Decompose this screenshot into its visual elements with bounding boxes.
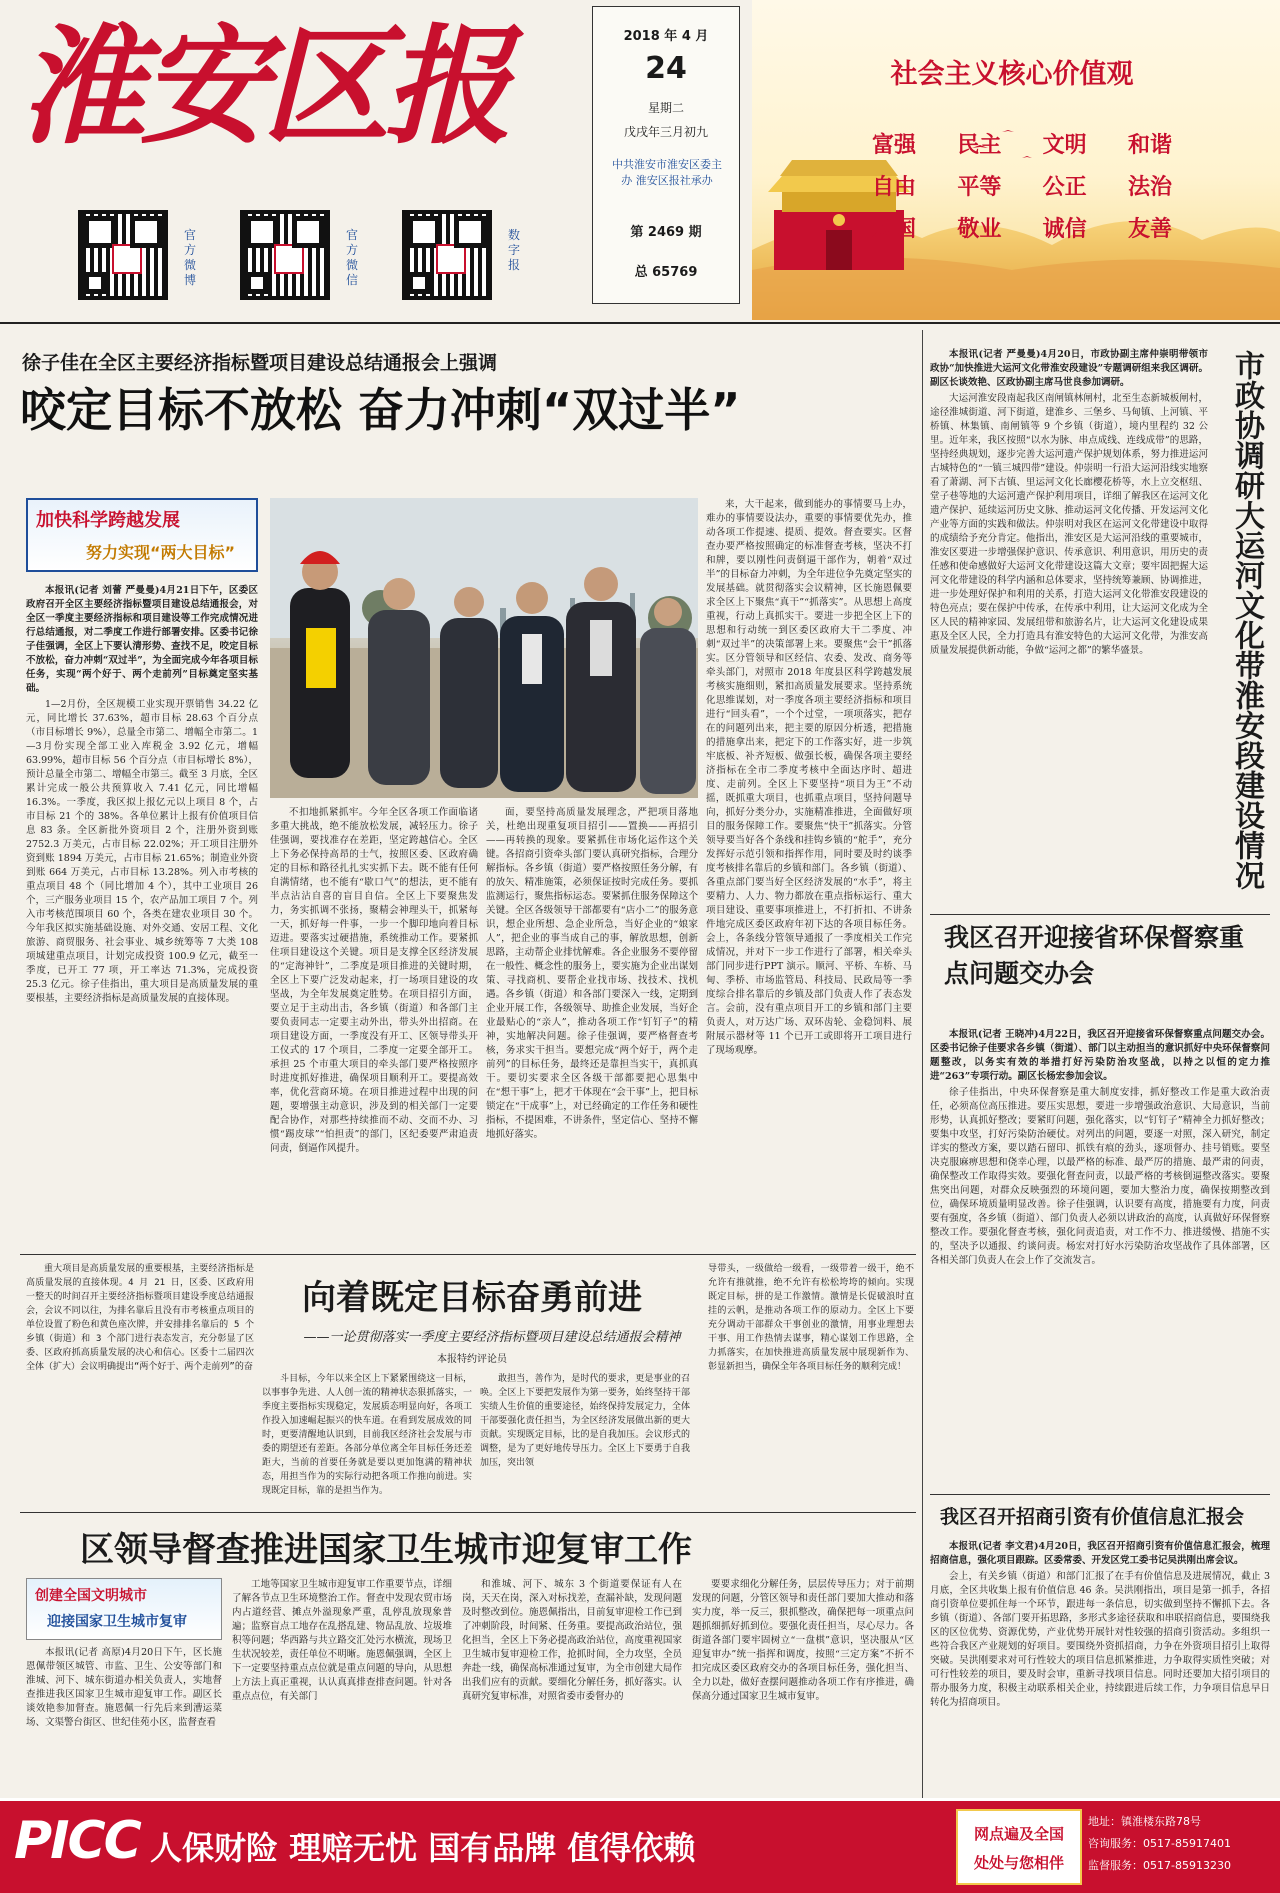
canal-column (930, 348, 1208, 908)
picc-logo: PICC (14, 1811, 140, 1871)
commentary-byline: 本报特约评论员 (437, 1354, 507, 1365)
core-value: 和谐 (1127, 133, 1172, 158)
picc-phone2[interactable]: 0517-85913230 (1143, 1859, 1231, 1872)
canal-byline: 本报讯(记者 严曼曼)4月20日，市政协副主席仲崇明带领市政协“加快推进大运河文化带淮安段建设”专题调研组来我区调研。副区长谈效艳、区政协副主席马世良参加调研。 (930, 349, 1208, 388)
core-value: 自由 (872, 175, 917, 200)
qr-label-wechat: 官方微信 (346, 228, 359, 287)
qr-label-epaper: 数字报 (508, 228, 521, 272)
picc-phone-row (1088, 1855, 1276, 1877)
core-value: 爱国 (872, 217, 917, 242)
lead-byline: 本报讯(记者 刘蕾 严曼曼)4月21日下午，区委区政府召开全区主要经济指标暨项目建设总结通报会，对全区一季度主要经济指标和项目建设等工作完成情况进行总结通报，对二季度工作进行部署安排。区委书记徐子佳强调，全区上下要认清形势、查找不足，咬定目标不放松，奋力冲刺“双过半”，为全面完成今年各项目标任务，实现“两个好于、两个走前列”目标奠定坚实基础。 (26, 585, 258, 694)
picc-slogan: 人保财险 理赔无忧 国有品牌 值得依赖 (150, 1829, 696, 1867)
total-number: 总 65769 (634, 265, 698, 280)
date-year-month: 2018 年 4 月 (623, 29, 709, 44)
masthead (0, 0, 1280, 305)
picc-network-line-2: 处处与您相伴 (973, 1854, 1064, 1872)
invest-byline: 本报讯(记者 李文君)4月20日，我区召开招商引资有价值信息汇报会，梳理招商信息，强化项目跟踪。区委常委、开发区党工委书记吴洪刚出席会议。 (930, 1541, 1270, 1566)
picc-phone2-label: 监督服务： (1088, 1859, 1143, 1872)
lead-kicker: 徐子佳在全区主要经济指标暨项目建设总结通报会上强调 (22, 352, 498, 374)
lead-column-4: 来，大干起来，做到能办的事情要马上办，难办的事情要设法办，重要的事情要优先办，推动各项工作提速、提质、提效。督查要实。区督查办要严格按照确定的标准督查考核，坚决不打和牌，要以刚性问责倒逼干部作为，朝着“双过半”的目标奋力冲刺，为全年进位争先奠定坚实的发展基础。就贯彻落实会议精神，区长施恩佩要求全区上下聚焦“真干”“抓落实”。从思想上高度重视，行动上真抓实干。要进一步把全区上下的思想和行动统一到区委区政府大干二季度、冲刺“双过半”的决策部署上来。要聚焦“会干”抓落实。区分管领导和区经信、农委、发改、商务等牵头部门，对照市 2018 年度县区科学跨越发展考核实施细则，紧扣高质量发展要求。坚持系统化思维谋划，对一季度各项主要经济指标和项目进行“回头看”，一个个过堂，一项项落实，把存在的问题列出来，把主要的原因分析透，把措施的措施拿出来，把定下的工作落实好，进一步筑牢底板、补齐短板、做强长板，确保各项主要经济指标在全市二季度考核中全面达序时、超进度、走前列。全区上下要坚持“项目为王”不动摇，既抓重大项目，也抓重点项目，坚持问题导向，抓好分类分办，实施精准推进，全面做好项目的服务保障工作。要聚焦“快干”抓落实。分管领导要当好各个条线和挂钩乡镇的“舵手”，充分发挥好示范引领和指挥作用，同时要及时约谈季度考核排名靠后的乡镇和部门。各乡镇（街道）、各重点部门要当好全区经济发展的“水手”，将主要精力、人力、物力都放在重点指标运行、重大项目建设、重要事项推进上，不打折扣、不讲条件地完成区委区政府年初下达的各项目标任务。会上，各条线分管领导通报了一季度相关工作完成情况，并对下一步工作进行了部署，相关牵头部门同步进行PPT 演示。顺河、平桥、车桥、马甸、季桥、市场监管局、科技局、民政局等一季度综合排名靠后的乡镇及部门负责人作了表态发言。会前，没有重点项目开工的乡镇和部门主要负责人，对万达广场、双环齿轮、金稳饲料、展附展示器材等 11 个已开工或即将开工项目进行了现场观摩。 (706, 499, 912, 1056)
invest-column (930, 1540, 1270, 1790)
core-values-grid (872, 128, 1172, 254)
commentary-top-rule (20, 1254, 916, 1255)
health-column-1: 本报讯(记者 高原)4月20日下午，区长施恩佩带领区城管、市监、卫生、公安等部门和淮城、河下、城东街道办相关负责人，实地督查推进我区国家卫生城市迎复审工作。副区长谈效艳参加督查。施恩佩一行先后来到漕运菜场、文渠警台街区、世纪佳苑小区，监督查看 (26, 1647, 222, 1728)
sponsor-line: 中共淮安市淮安区委主办 淮安区报社承办 (612, 158, 722, 187)
core-value: 诚信 (1042, 217, 1087, 242)
health-badge-line-1: 创建全国文明城市 (35, 1588, 147, 1604)
env-byline: 本报讯(记者 王晓冲)4月22日，我区召开迎接省环保督察重点问题交办会。区委书记徐子佳要求各乡镇（街道）、部门以主动担当的意识抓好中央环保督察问题整改，以务实有效的举措打好污染防治攻坚战，以持之以恒的定力推进“263”专项行动。副区长杨宏参加会议。 (930, 1029, 1270, 1082)
core-value: 公正 (1042, 175, 1087, 200)
lead-paragraph: 1—2月份，全区规模工业实现开票销售 34.22 亿元，同比增长 37.63%，超市目标 28.63 个百分点（市目标增长 9%），总量全市第二、增幅全市第二。1—3月份实现全部工业入库税金 3.92 亿元，增幅 63.99%，超市目标 56 个百分点（市目标增长 8%），预计总量全市第二、增幅全市第三。截至 3 月底，全区累计完成一般公共预算收入 7.41 亿元，同比增幅 16.3%。一季度，我区拟上报亿元以上项目 8 个，占市目标 21 个的 38%。各单位累计上报有价值项目信息 83 条。全区新批外资项目 2 个，注册外资到账 2752.3 万美元，占市目标 22.02%；开工项目注册外资到账 1894 万美元，占市目标 21.65%；制造业外资到账 664 万美元，占市目标 13.28%。列入市考核的重点项目 48 个（同比增加 4 个），其中工业项目 26 个，三产服务业项目 15 个，农产品加工项目 7 个。列入市考核范围项目 60 个，各类在建农业项目 30 个。今年我区拟实施基础设施、对外交通、安居工程、文化旅游、商贸服务、社会事业、城乡统筹等 7 大类 108 项城建重点项目，计划完成投资 100.9 亿元，截至一季度，已开工 77 项，开工率达 71.3%，完成投资 25.3 亿元。徐子佳指出，重大项目是高质量发展的重要根基，主要经济指标是高质量发展的直接体现。 (26, 699, 258, 1004)
picc-ad[interactable] (0, 1798, 1280, 1893)
lead-column-2: 不扣地抓紧抓牢。今年全区各项工作面临诸多重大挑战，绝不能放松发展，减轻压力。徐子佳强调，要找准存在差距，坚定跨越信心。全区上下务必保持高昂的士气，按照区委、区政府确定的目标和路径扎扎实实抓下去。既不能有任何自满情绪，也不能有“歇口气”的想法，更不能有半点沾沾自喜的盲目自信。全区上下要聚焦发力，务实抓调不张扬，聚精会神理头干，抓紧每一天，抓好每一件事，一步一个脚印地向着目标迈进。要落实过硬措施，系统推动工作。要紧抓住项目建设这个关键。项目是支撑全区经济发展的“定海神针”，二季度是项目推进的关键时期，全区上下要广泛发动起来，打一场项目建设的攻坚战，为全年发展奠定胜势。在项目招引方面，要立足于主动出击，各乡镇（街道）和各部门主要负责同志一定要主动外出，带头外出招商。在项目建设方面，一季度没有开工、区领导带头开工仪式的 17 个项目，二季度一定要全部开工。承担 25 个市重大项目的牵头部门要严格按照序时进度抓好推进，确保项目顺利开工。要提高效率，优化营商环境。在项目推进过程中出现的问题，要增强主动意识，涉及到的相关部门一定要配合协作，对那些持续推而不动、交而不办、习惯“踢皮球”“怕担责”的部门，区纪委要严肃追责问责，倒逼作风提升。 (270, 807, 478, 1154)
core-values-title: 社会主义核心价值观 (890, 59, 1134, 90)
picc-phone-row (1088, 1833, 1276, 1855)
date-box (592, 6, 740, 304)
core-values-banner (752, 0, 1280, 320)
core-values-row (872, 170, 1172, 212)
badge-line-2: 努力实现“两大目标” (86, 543, 236, 562)
health-badge (26, 1578, 222, 1640)
env-headline-text[interactable]: 我区召开迎接省环保督察重点问题交办会 (944, 923, 1245, 988)
picc-contact (1088, 1811, 1276, 1877)
env-column (930, 1028, 1270, 1488)
picc-network-box (956, 1809, 1082, 1885)
photo-scene (270, 498, 698, 798)
health-column-3: 和淮城、河下、城东 3 个街道要保证有人在岗，天天在岗，深入对标找差，查漏补缺，发现问题及时整改到位。施恩佩指出，目前复审迎检工作已到了冲刺阶段，时间紧、任务重。要提高政治站位，强化担当，全区上下务必提高政治站位，高度重视国家卫生城市复审迎检工作，抢抓时间，全力攻坚，全员奔赴一线，确保高标准通过复审，为全市创建大局作出我们应有的贡献。要细化分解任务，抓好落实。认真研究复审标准，对照省委市委督办的 (462, 1579, 682, 1702)
picc-phone1[interactable]: 0517-85917401 (1143, 1837, 1231, 1850)
core-values-row (872, 212, 1172, 254)
picc-address-row (1088, 1811, 1276, 1833)
lead-column-3: 面，要坚持高质量发展理念，严把项目落地关，杜绝出现重复项目招引——置换——再招引——再转换的现象。要紧抓住市场化运作这个关键。各招商引资牵头部门要认真研究指标，合理分解指标。各乡镇（街道）要严格按照任务分解，有的放矢、精准施策，必须保证按时完成任务。要抓监测运行，聚焦指标运态。要紧抓住服务保障这个关键。全区各级领导干部都要有“店小二”的服务意识，想企业所想、急企业所急，当好企业的“娘家人”，把企业的事当成自己的事，解放思想，创新思路，主动帮企业排忧解难。各企业服务不要停留在一般性、概念性的服务上，要实施为企业出谋划策、寻找商机、要帮企业找市场、找技术、找机遇。各乡镇（街道）和各部门要深入一线，定期到企业开展工作，各级领导、助推企业发展，当好企业最贴心的“亲人”，推动各项工作“钉钉子”的精神，实地解决问题。徐子佳强调，要严格督查考核，务求实干担当。要想完成“两个好于，两个走前列”的目标任务，最终还是靠担当实干，真抓真干。要切实要求全区各级干部都要把心思集中在“想干事”上，把才干体现在“会干事”上，把目标锁定在“干成事”上，对已经确定的工作任务和硬性指标，不提困难，不讲条件，坚定信心、坚持不懈地抓好落实。 (486, 807, 698, 1140)
lead-photo[interactable] (270, 498, 698, 798)
qr-code-weibo[interactable] (78, 210, 168, 300)
commentary-headline[interactable]: 向着既定目标奋勇前进 (302, 1278, 642, 1318)
canal-body: 大运河淮安段南起我区南闸镇林闸村，北至生态新城板闸村，途径淮城街道、河下街道，建淮乡、三堡乡、马甸镇、上河镇、平桥镇、林集镇、南闸镇等 9 个乡镇（街道），境内里程约 32 公里。近年来，我区按照“以水为脉、串点成线、连线成带”的思路，坚持经典规划，逐步完善大运河遗产保护规划体系，努力推进运河古城特色的“一镇三城四带”建设。仲崇明一行沿大运河沿线实地察看了萧湖、河下古镇、里运河文化长廊樱花桥等，水上立交枢纽、堂子巷等地的大运河遗产保护利用项目，详细了解我区在运河文化遗产保护、延续运河历史文脉、推动运河文化传播、开发运河文化产业等方面的实践和做法。仲崇明对我区在运河文化带建设中取得的成绩给予充分肯定。他指出，淮安区是大运河沿线的重要城市，淮安区要进一步增强保护意识、传承意识、利用意识，用历史的责任感和使命感做好大运河文化带建设这篇大文章；要牢固把握大运河文化带建设的科学内涵和总体要求，坚持统筹兼顾、协调推进，进一步处理好保护和利用的关系，打造大运河文化带淮安段建设的特色亮点；要在保护中传承，在传承中利用，让大运河文化成为全区人民的精神家园、发展纽带和旅游名片，让大运河文化建设成果惠及全区人民，全力打造具有淮安特色的大运河文化带，为淮安高质量发展提供新动能，争做“运河之都”的繁华盛景。 (930, 393, 1208, 656)
weekday: 星期二 (647, 101, 684, 115)
issue-number: 第 2469 期 (630, 225, 702, 240)
commentary-column-3: 敢担当，善作为，是时代的要求，更是事业的召唤。全区上下要把发展作为第一要务，始终坚持干部实绩人生价值的重要途径，始终保持发展定力，全体干部要强化责任担当，为全区经济发展做出新的更大贡献。实现既定目标，比的是自我加压。会议形式的调整，是为了更好地传导压力。全区上下要勇于自我加压，突出领 (480, 1374, 690, 1468)
core-value: 文明 (1042, 133, 1087, 158)
commentary-subhead: ——一论贯彻落实一季度主要经济指标暨项目建设总结通报会精神 (303, 1330, 681, 1345)
picc-network-line-1: 网点遍及全国 (973, 1825, 1064, 1843)
env-top-rule (930, 914, 1270, 915)
right-column-divider (922, 330, 923, 1860)
qr-code-wechat[interactable] (240, 210, 330, 300)
invest-top-rule (930, 1494, 1270, 1495)
core-value: 法治 (1127, 175, 1172, 200)
health-column-2: 工地等国家卫生城市迎复审工作重要节点，详细了解各节点卫生环境整治工作。督查中发现农贸市场内占道经营、摊点外溢现象严重，乱停乱放现象普遍；监察盲点工地存在乱搭乱建、物品乱放、垃圾堆积等问题；华西路与共立路交汇处污水横流，现场卫生状况较差，责任单位不明晰。施恩佩强调，全区上下一定要坚持重点点位就是重点问题的导向，从思想上方法上真正重视，认认真真排查排查问题。针对各重点点位，有关部门 (232, 1579, 452, 1702)
canal-headline[interactable]: 市政协调研大运河文化带淮安段建设情况 (1229, 350, 1264, 890)
lead-column-1 (26, 584, 258, 1244)
commentary-column-1: 重大项目是高质量发展的重要根基，主要经济指标是高质量发展的直接体现。4 月 21 日，区委、区政府用一整天的时间召开主要经济指标暨项目建设季度总结通报会，会议不同以往，为排名靠后且没有市考核重点项目的单位设置了粉色和黄色座次牌，并安排排名靠后的 5 个乡镇（街道）和 3 个部门进行表态发言，充分彰显了区委、区政府抓高质量发展的决心和信心。区委十二届四次全体（扩大）会议明确提出“两个好于、两个走前列”的奋 (26, 1264, 254, 1372)
lead-badge (26, 498, 258, 572)
qr-code-epaper[interactable] (402, 210, 492, 300)
badge-line-1: 加快科学跨越发展 (36, 510, 180, 531)
core-value: 敬业 (957, 217, 1002, 242)
picc-address-label: 地址： (1088, 1815, 1121, 1828)
health-headline[interactable]: 区领导督查推进国家卫生城市迎复审工作 (80, 1530, 692, 1570)
invest-body: 会上，有关乡镇（街道）和部门汇报了在手有价值信息及进展情况，截止 3 月底，全区共收集上报有价值信息 46 条。吴洪刚指出，项目是第一抓手，各招商引资单位要抓住每一个环节，跟进每一条信息，切实做到坚持不懈抓下去。各乡镇（街道）、各部门要开拓思路，多形式多途径获取和串联招商信息，要围绕我区的区位优势、资源优势，产业优势开展针对性较强的招商引资活动。多组织一些符合我区产业规划的好项目。要围绕外资抓招商，力争在外资项目招引上取得突破。吴洪刚要求对可行性较大的项目信息抓紧推进，力争取得实质性突破；对可行性较差的项目，要及时会审，重新寻找项目信息。同时还要加大招引项目的帮办服务力度，积极主动联系相关企业，持续跟进后续工作，力争项目信息早日转化为招商项目。 (930, 1571, 1270, 1708)
core-value: 友善 (1127, 217, 1172, 242)
core-value: 富强 (872, 133, 917, 158)
health-top-rule (20, 1512, 916, 1513)
masthead-title: 淮安区报 (18, 12, 507, 162)
qr-label-weibo: 官方微博 (184, 228, 197, 287)
lead-headline[interactable]: 咬定目标不放松 奋力冲刺“双过半” (20, 383, 741, 437)
health-column-4: 要要求细化分解任务，层层传导压力；对于前期发现的问题，分管区领导和责任部门要加大推动和落实力度，举一反三，狠抓整改，确保把每一项重点问题抓细抓好抓到位。要强化责任担当，尽心尽力。各街道各部门要牢固树立“一盘棋”意识，坚决服从“区迎复审办”统一指挥和调度，按照“三定方案”不折不扣完成区委区政府交办的各项目标任务，强化担当、全力以赴，做好查摆问题推动各项工作有序推进，确保高分通过国家卫生城市复审。 (692, 1579, 914, 1702)
picc-address: 镇淮楼东路78号 (1121, 1815, 1201, 1828)
env-body: 徐子佳指出，中央环保督察是重大制度安排，抓好整改工作是重大政治责任，必须高位高压推进。要压实思想，要进一步增强政治意识、大局意识，当前形势，认真抓好整改；要紧盯问题，强化落实，以“钉钉子”精神全力抓好整改；要集中攻坚，打好污染防治硬仗。对列出的问题，要逐一对照，深入研究，制定详实的整改方案，要以踏石留印、抓铁有痕的劲头，逐项督办、挂号销账。要坚决克服麻痹思想和侥幸心理，以最严格的标准、最严厉的措施、最严肃的问责，确保整改工作取得实效。要强化督查问责，以最严格的考核倒逼整改落实。要聚焦突出问题，对群众反映强烈的环境问题，要加大整治力度，确保按期整改到位，确保环境质量明显改善。徐子佳强调，认识要有高度，措施要有力度，问责要有强度，各乡镇（街道）、部门负责人必须以讲政治的高度，认真做好环保督察整改工作。要强化督查考核，强化问责追责，对工作不力、推进缓慢、措施不实的，坚决予以通报、约谈问责。杨宏对打好水污染防治攻坚战作了具体部署，区各相关部门负责人在会上作了交流发言。 (930, 1087, 1270, 1266)
masthead-divider (0, 322, 1280, 324)
commentary-column-2: 斗目标，今年以来全区上下紧紧围绕这一目标，以事事争先进、人人创一流的精神状态狠抓落实，一季度主要指标实现稳定，发展质态明显向好，各项工作投入加速崛起振兴的快车道。在看到发展成效的同时，更要清醒地认识到，目前我区经济社会发展与市委的期望还有差距。各部分单位离全年目标任务还差距大，当前的首要任务就是要以更加饱满的精神状态，用担当作为的实际行动把各项工作推向前进。实现既定目标，靠的是担当作为。 (262, 1374, 472, 1496)
core-value: 平等 (957, 175, 1002, 200)
commentary-column-4: 导带头，一级做给一级看，一级带着一级干，绝不允许有推就推，绝不允许有松松垮垮的倾向。实现既定目标，拼的是工作激情。激情是长促破浪时直挂的云帆，是推动各项工作的原动力。全区上下要充分调动干部群众干事创业的激情，用事业理想去干事、用工作热情去谋事，精心谋划工作思路，全力抓落实，在加快推进高质量发展中展现新作为、彰显新担当，确保全年各项目标任务的顺利完成！ (708, 1264, 914, 1372)
date-day: 24 (645, 51, 687, 86)
invest-headline[interactable]: 我区召开招商引资有价值信息汇报会 (940, 1506, 1245, 1528)
lunar-date: 戊戌年三月初九 (623, 125, 708, 139)
picc-phone1-label: 咨询服务： (1088, 1837, 1143, 1850)
health-badge-line-2: 迎接国家卫生城市复审 (47, 1614, 187, 1630)
core-value: 民主 (957, 133, 1002, 158)
core-values-row (872, 128, 1172, 170)
